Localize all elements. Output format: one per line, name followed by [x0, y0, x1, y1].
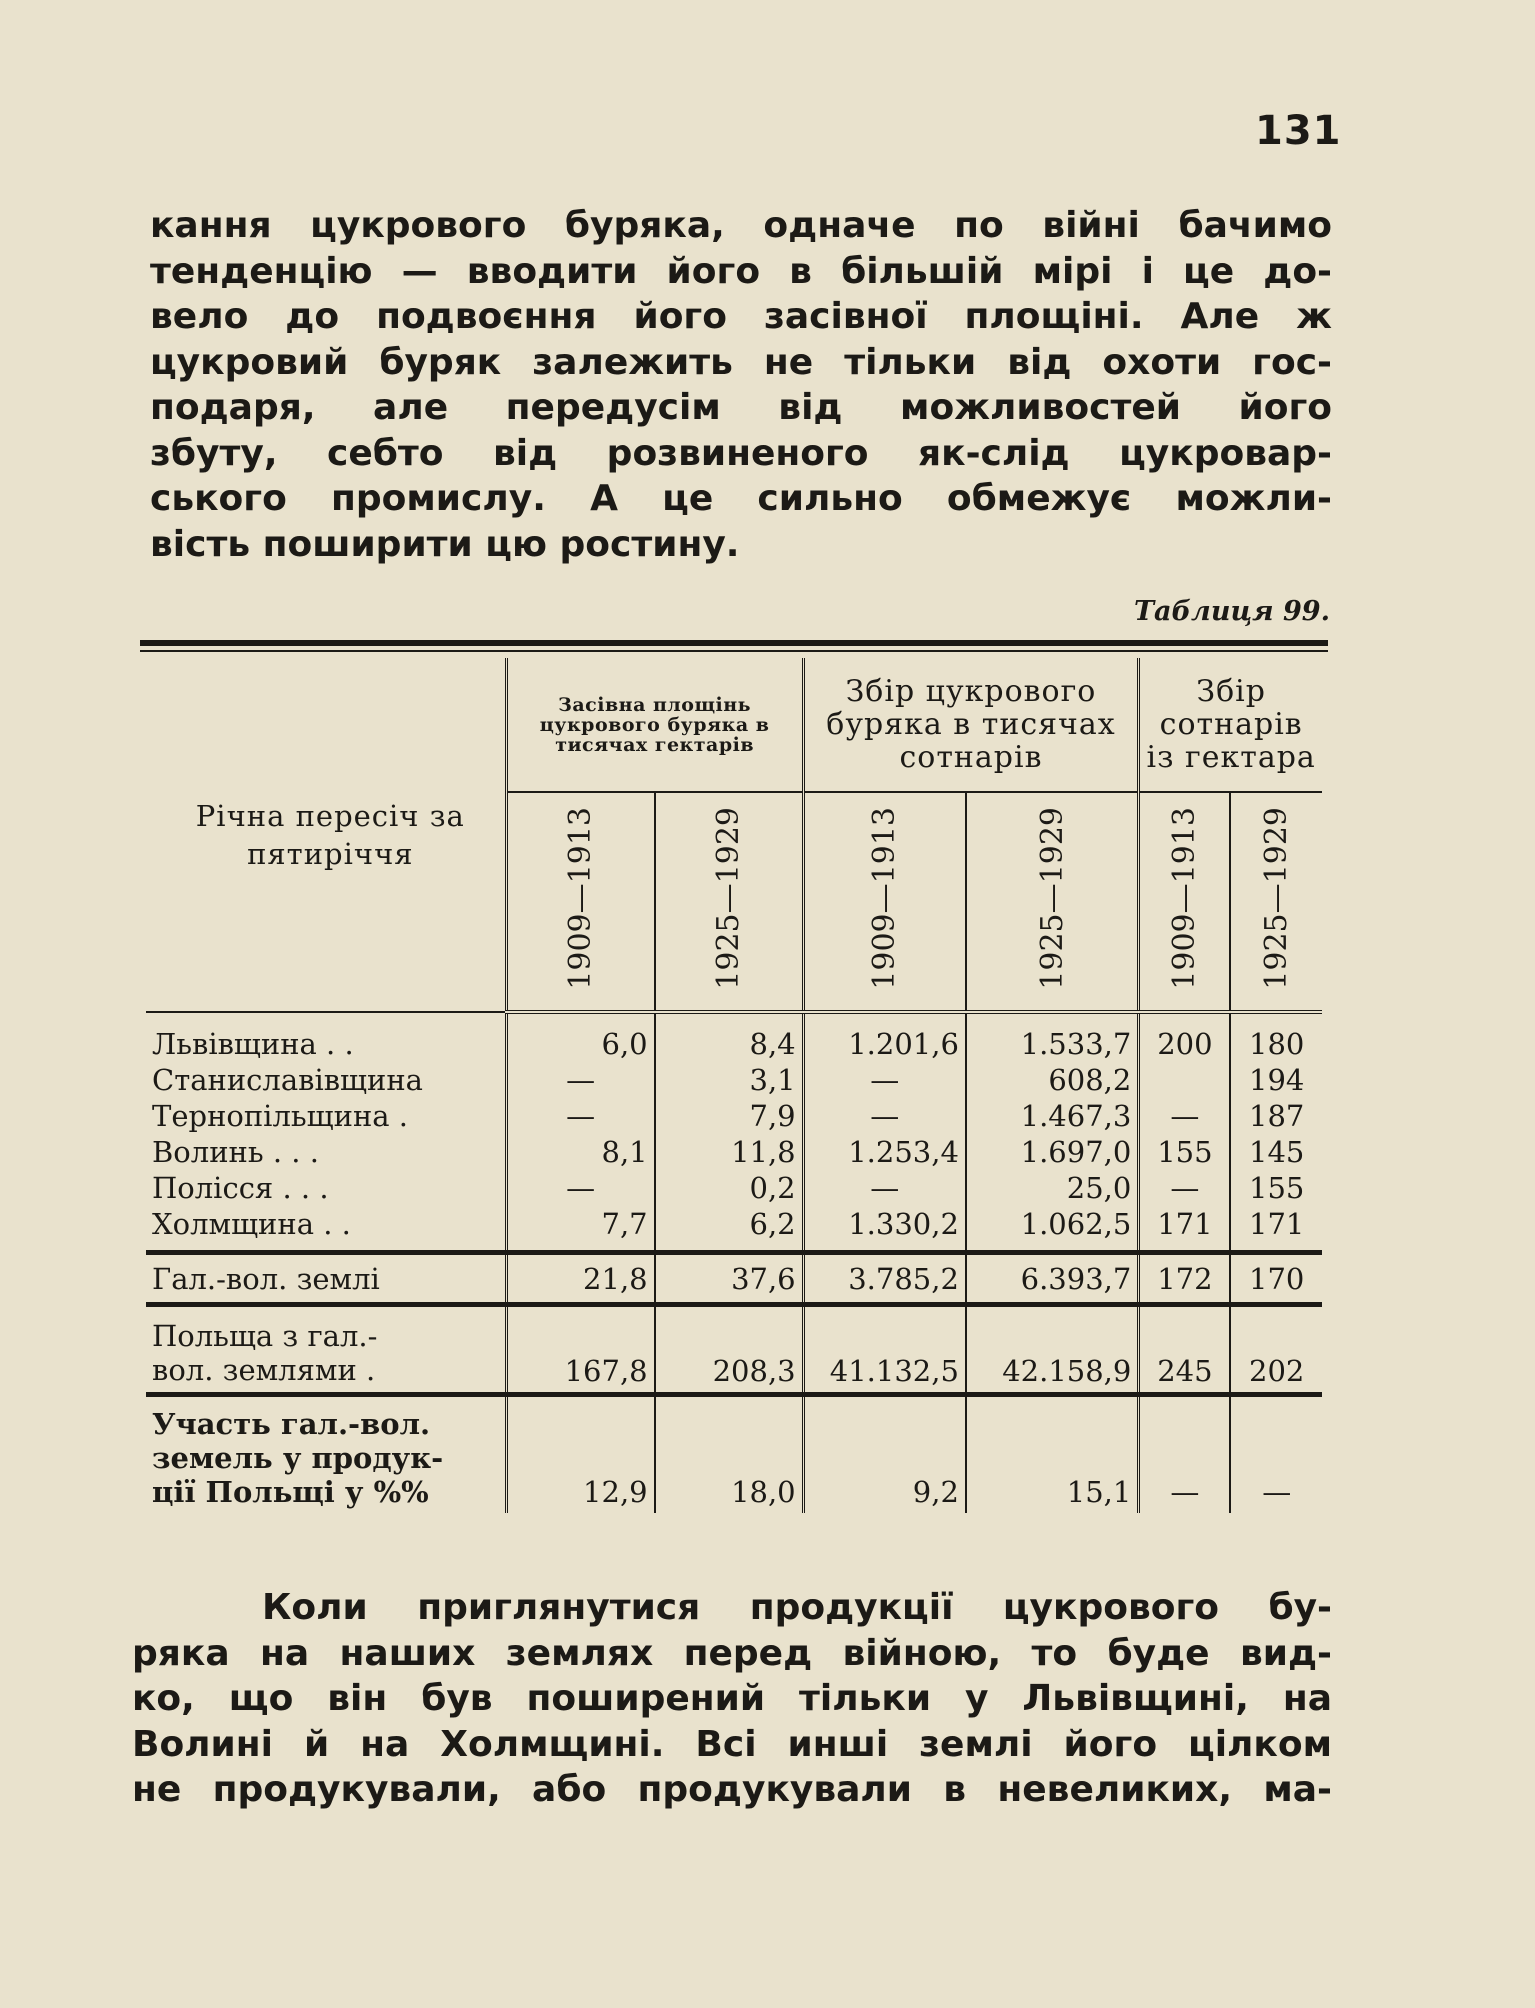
text-line: ряка на наших землях перед війною, то буде вид-: [132, 1632, 1332, 1674]
cell: 245: [1139, 1305, 1231, 1395]
cell: 3,1: [655, 1062, 804, 1098]
table-row-poland: [146, 1305, 1322, 1395]
header-year-b: 1925—1929: [966, 792, 1139, 1012]
table-row: [146, 1012, 1322, 1062]
header-year-a: 1909—1913: [1139, 792, 1231, 1012]
bottom-paragraph: [132, 1585, 1332, 1813]
cell: —: [1230, 1395, 1322, 1513]
text-line: цукровий буряк залежить не тільки від охоти гос-: [150, 341, 1332, 383]
header-year-a: 1909—1913: [506, 792, 655, 1012]
cell: 7,7: [506, 1206, 655, 1253]
text-line: не продукували, або продукували в невеликих, ма-: [132, 1769, 1332, 1810]
cell: 200: [1139, 1012, 1231, 1062]
cell: —: [506, 1170, 655, 1206]
cell: —: [1139, 1098, 1231, 1134]
cell: 6,2: [655, 1206, 804, 1253]
table-row: [146, 1170, 1322, 1206]
header-year-b: 1925—1929: [655, 792, 804, 1012]
region-name: Участь гал.-вол. земель у продук- ції Польщі у %%: [146, 1395, 506, 1513]
cell: 8,4: [655, 1012, 804, 1062]
region-name: Станиславівщина: [152, 1063, 423, 1097]
cell: 167,8: [506, 1305, 655, 1395]
text-line: Коли приглянутися продукції цукрового бу-: [262, 1587, 1332, 1628]
cell: 6.393,7: [966, 1253, 1139, 1305]
cell: 608,2: [966, 1062, 1139, 1098]
table-caption: Таблиця 99.: [1133, 596, 1330, 627]
cell: 1.253,4: [803, 1134, 966, 1170]
text-line: збуту, себто від розвиненого як-слід цукровар-: [150, 432, 1332, 474]
cell: 1.201,6: [803, 1012, 966, 1062]
cell: —: [1139, 1395, 1231, 1513]
table-row-total: [146, 1253, 1322, 1305]
cell: 180: [1230, 1012, 1322, 1062]
table-row: [146, 1062, 1322, 1098]
cell: 25,0: [966, 1170, 1139, 1206]
table-row: [146, 1206, 1322, 1253]
region-name: Польща з гал.- вол. землями .: [146, 1305, 506, 1395]
text-line: ського промислу. А це сильно обмежує можли-: [150, 478, 1332, 519]
header-harvest: Збір цукрового буряка в тисячах сотнарів: [803, 658, 1139, 792]
header-yield: Збір сотнарів із гектара: [1139, 658, 1322, 792]
cell: 18,0: [655, 1395, 804, 1513]
cell: —: [506, 1062, 655, 1098]
cell: 37,6: [655, 1253, 804, 1305]
cell: 145: [1230, 1134, 1322, 1170]
cell: 8,1: [506, 1134, 655, 1170]
cell: 21,8: [506, 1253, 655, 1305]
cell: [1139, 1062, 1231, 1098]
text-line: ко, що він був поширений тільки у Львівщині, на: [132, 1678, 1332, 1719]
text-line: вело до подвоєння його засівної площіні. Але ж: [150, 296, 1332, 337]
cell: 42.158,9: [966, 1305, 1139, 1395]
text-line: вість поширити цю ростину.: [150, 523, 740, 565]
table-top-rule-thin: [140, 650, 1328, 652]
cell: —: [803, 1170, 966, 1206]
cell: —: [803, 1098, 966, 1134]
region-name: Полісся . . .: [152, 1171, 329, 1205]
cell: 1.467,3: [966, 1098, 1139, 1134]
region-name: Тернопільщина .: [152, 1099, 409, 1133]
cell: 172: [1139, 1253, 1231, 1305]
header-year-a: 1909—1913: [803, 792, 966, 1012]
text-line: кання цукрового буряка, одначе по війні бачимо: [150, 205, 1332, 246]
cell: 11,8: [655, 1134, 804, 1170]
table-top-rule: [140, 640, 1328, 646]
cell: —: [803, 1062, 966, 1098]
header-year-b: 1925—1929: [1230, 792, 1322, 1012]
table-row-share: [146, 1395, 1322, 1513]
table-row: [146, 1098, 1322, 1134]
cell: 1.533,7: [966, 1012, 1139, 1062]
header-period: Річна пересіч за пятиріччя: [146, 658, 506, 1012]
cell: 171: [1139, 1206, 1231, 1253]
header-sown-area: Засівна площінь цукрового буряка в тисячах гектарів: [506, 658, 803, 792]
cell: 170: [1230, 1253, 1322, 1305]
sugar-beet-table: [146, 658, 1322, 1513]
region-name: Гал.-вол. землі: [146, 1253, 506, 1305]
cell: 15,1: [966, 1395, 1139, 1513]
cell: 12,9: [506, 1395, 655, 1513]
cell: —: [506, 1098, 655, 1134]
cell: —: [1139, 1170, 1231, 1206]
cell: 194: [1230, 1062, 1322, 1098]
table-row: [146, 1134, 1322, 1170]
cell: 208,3: [655, 1305, 804, 1395]
cell: 9,2: [803, 1395, 966, 1513]
cell: 187: [1230, 1098, 1322, 1134]
cell: 0,2: [655, 1170, 804, 1206]
cell: 1.330,2: [803, 1206, 966, 1253]
cell: 155: [1139, 1134, 1231, 1170]
cell: 1.697,0: [966, 1134, 1139, 1170]
top-paragraph: [150, 203, 1332, 567]
text-line: подаря, але передусім від можливостей його: [150, 387, 1332, 428]
region-name: Волинь . . .: [152, 1135, 319, 1169]
region-name: Холмщина . .: [152, 1207, 351, 1241]
cell: 7,9: [655, 1098, 804, 1134]
cell: 3.785,2: [803, 1253, 966, 1305]
page-number: 131: [1255, 108, 1342, 154]
cell: 202: [1230, 1305, 1322, 1395]
text-line: тенденцію — вводити його в більшій мірі і це до-: [150, 250, 1332, 292]
text-line: Волині й на Холмщині. Всі инші землі його цілком: [132, 1723, 1332, 1765]
region-name: Львівщина . .: [152, 1026, 354, 1061]
cell: 6,0: [506, 1012, 655, 1062]
cell: 1.062,5: [966, 1206, 1139, 1253]
cell: 171: [1230, 1206, 1322, 1253]
cell: 155: [1230, 1170, 1322, 1206]
cell: 41.132,5: [803, 1305, 966, 1395]
